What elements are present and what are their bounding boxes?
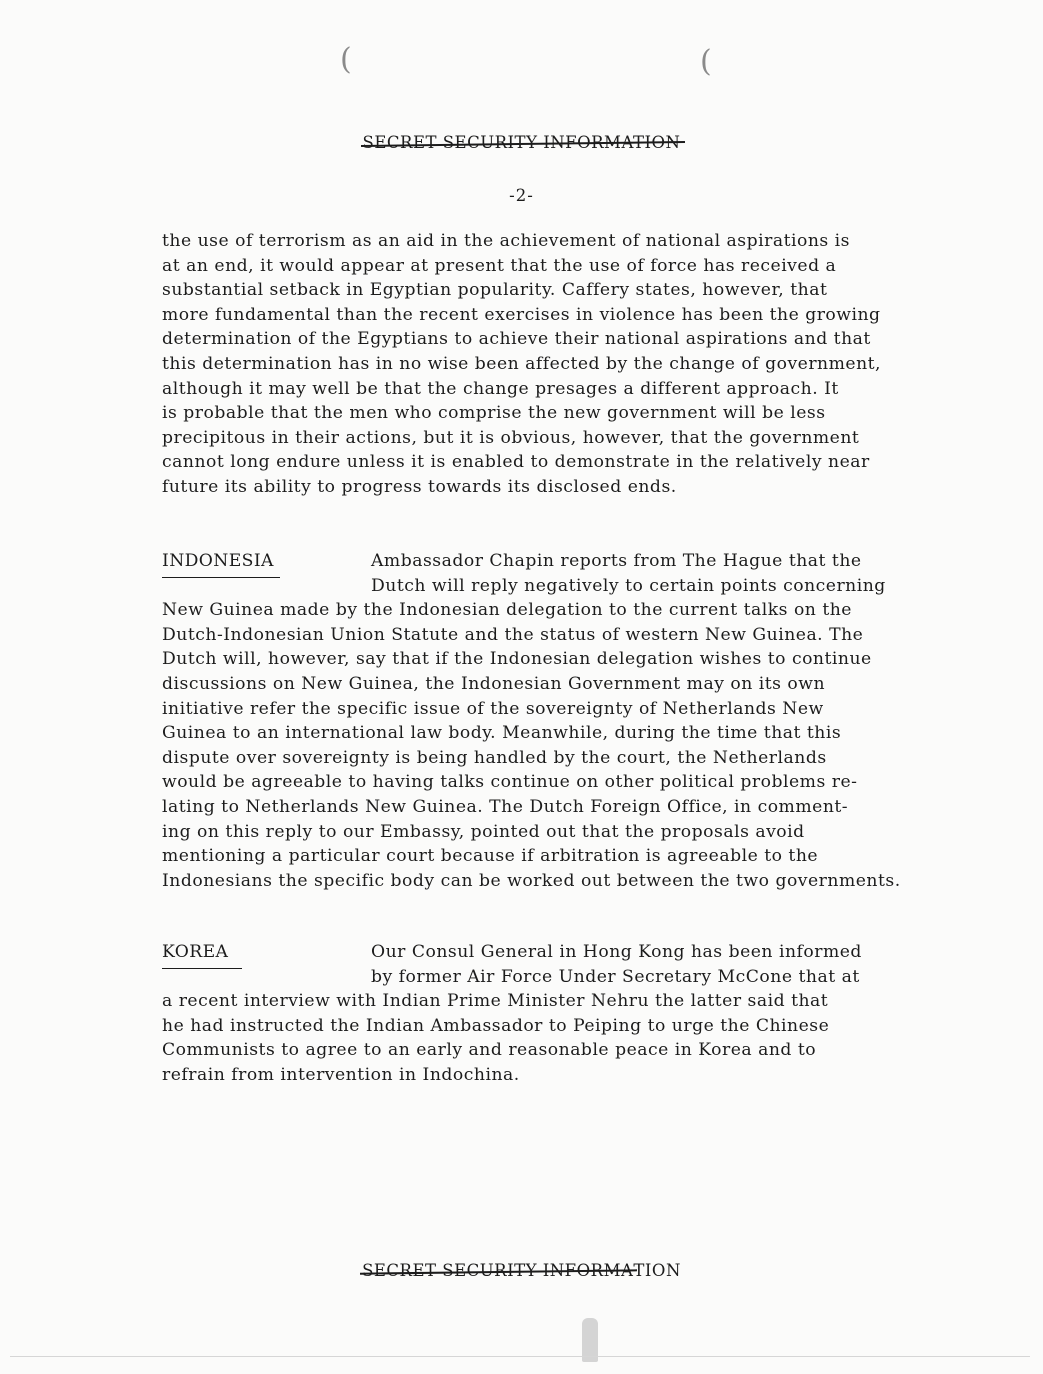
classification-footer-tail: TION [633, 1261, 681, 1280]
text-line: this determination has in no wise been affected by the change of government, [162, 353, 882, 374]
classification-header [0, 133, 1043, 152]
classification-header-text: SECRET SECURITY INFORMATION [362, 133, 681, 152]
text-line: cannot long endure unless it is enabled to demonstrate in the relatively near [162, 452, 870, 473]
section-heading: INDONESIA [162, 551, 274, 571]
text-line: would be agreeable to having talks continue on other political problems re- [162, 772, 858, 793]
heading-underline [162, 968, 242, 969]
text-line: future its ability to progress towards its disclosed ends. [162, 476, 677, 497]
text-line: Dutch will, however, say that if the Indonesian delegation wishes to continue [162, 649, 872, 670]
text-line: initiative refer the specific issue of the sovereignty of Netherlands New [162, 698, 824, 719]
text-line: Communists to agree to an early and reasonable peace in Korea and to [162, 1040, 817, 1061]
margin-mark: ( [700, 44, 712, 79]
section-indonesia [162, 549, 1012, 893]
classification-footer-struck: SECRET SECURITY INFORMA [362, 1261, 634, 1280]
text-line: substantial setback in Egyptian popularity. Caffery states, however, that [162, 280, 828, 301]
section-heading: KOREA [162, 942, 229, 962]
text-line: more fundamental than the recent exercises in violence has been the growing [162, 304, 881, 325]
text-line: at an end, it would appear at present that the use of force has received a [162, 255, 837, 276]
page-edge-line [10, 1356, 1030, 1357]
text-line: discussions on New Guinea, the Indonesian Government may on its own [162, 673, 826, 694]
text-line: New Guinea made by the Indonesian delegation to the current talks on the [162, 600, 852, 621]
text-line: determination of the Egyptians to achieve their national aspirations and that [162, 329, 871, 350]
text-line: Dutch-Indonesian Union Statute and the status of western New Guinea. The [162, 624, 864, 645]
text-line: by former Air Force Under Secretary McCone that at [371, 966, 860, 987]
text-line: a recent interview with Indian Prime Minister Nehru the latter said that [162, 991, 829, 1012]
page-number: -2- [509, 186, 534, 205]
text-line: precipitous in their actions, but it is obvious, however, that the government [162, 427, 860, 448]
text-line: Our Consul General in Hong Kong has been informed [371, 942, 862, 962]
classification-footer [0, 1261, 1043, 1280]
text-line: he had instructed the Indian Ambassador to Peiping to urge the Chinese [162, 1015, 830, 1036]
text-line: the use of terrorism as an aid in the achievement of national aspirations is [162, 231, 850, 251]
text-line: Dutch will reply negatively to certain points concerning [371, 575, 886, 596]
text-line: refrain from intervention in Indochina. [162, 1064, 520, 1085]
text-line: lating to Netherlands New Guinea. The Dutch Foreign Office, in comment- [162, 796, 849, 817]
text-line: dispute over sovereignty is being handled by the court, the Netherlands [162, 747, 827, 768]
margin-mark: ( [340, 42, 352, 77]
text-line: Ambassador Chapin reports from The Hague that the [371, 551, 862, 571]
text-line: Indonesians the specific body can be worked out between the two governments. [162, 870, 901, 891]
text-line: ing on this reply to our Embassy, pointed out that the proposals avoid [162, 821, 805, 842]
egypt-continuation-paragraph [162, 229, 1012, 500]
text-line: is probable that the men who comprise the new government will be less [162, 403, 826, 424]
text-line: although it may well be that the change presages a different approach. It [162, 378, 839, 399]
section-korea [162, 940, 1012, 1088]
heading-underline [162, 577, 280, 578]
text-line: Guinea to an international law body. Meanwhile, during the time that this [162, 723, 842, 744]
text-line: mentioning a particular court because if arbitration is agreeable to the [162, 846, 819, 867]
